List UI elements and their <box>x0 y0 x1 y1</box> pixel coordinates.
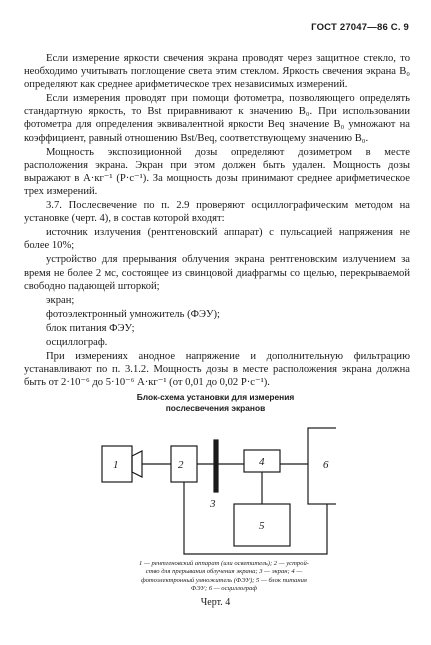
list-item: устройство для прерывания облучения экрана рентгеновским излучением за время не более 2 мс, состоящее из свинцовой диафрагмы со щелью, перекрываемой свободно падающей шторкой; <box>24 254 410 292</box>
list-item: блок питания ФЭУ; <box>46 322 135 334</box>
block-label: 5 <box>259 520 265 532</box>
paragraph: 3.7. Послесвечение по п. 2.9 проверяют осциллографическим методом на установке (черт. 4), в состав которой входят: <box>24 200 410 225</box>
caption-line: ство для прерывания облучения экрана; 3 — экран; 4 — <box>145 568 303 576</box>
figure-title-line: Блок-схема установки для измерения <box>136 392 295 402</box>
caption-line: ФЭУ; 6 — осциллограф <box>190 585 258 593</box>
block-label: 2 <box>178 459 184 471</box>
block-label: 6 <box>323 459 329 471</box>
connector-2-6 <box>184 482 327 554</box>
list-item: осциллограф. <box>46 336 108 348</box>
xray-tube-emitter <box>132 451 142 477</box>
list-item: экран; <box>46 294 75 306</box>
block-label: 1 <box>113 459 119 471</box>
caption-line: 1 — рентгеновский аппарат (или осветитель); 2 — устрой- <box>139 560 309 567</box>
block-label: 3 <box>210 498 216 510</box>
list-item: источник излучения (рентгеновский аппарат) с пульсацией напряжения не более 10%; <box>24 227 410 252</box>
paragraph: При измерениях анодное напряжение и дополнительную фильтрацию устанавливают по п. 3.1.2. Мощность дозы в месте расположения экрана должна быть от 2·10⁻⁶ до 5·10⁻⁶ А·кг⁻¹ (от 0,01 до 0,02 Р·с⁻¹). <box>24 351 410 389</box>
list-item: фотоэлектронный умножитель (ФЭУ); <box>46 308 220 320</box>
figure-title-line: послесвечения экранов <box>165 403 266 413</box>
screen-plate <box>214 440 218 492</box>
paragraph: Если измерение яркости свечения экрана проводят через защитное стекло, то необходимо учитывать поглощение света этим стеклом. Яркость свечения экрана B₀ определяют как среднее арифметическое трех независимых измерений. <box>24 53 410 91</box>
figure-title <box>0 392 431 414</box>
page-header: ГОСТ 27047—86 С. 9 <box>311 22 409 33</box>
block-label: 4 <box>259 456 265 468</box>
shutter-device-block <box>171 446 197 482</box>
oscilloscope-block <box>308 428 336 504</box>
paragraph: Мощность экспозиционной дозы определяют дозиметром в месте расположения экрана. Экран при этом должен быть удален. Мощность дозы выражают в А·кг⁻¹ (Р·с⁻¹). За мощность дозы принимают среднее арифметическое трех измерений. <box>24 146 410 197</box>
figure-label: Черт. 4 <box>200 597 231 608</box>
block-diagram <box>96 420 336 560</box>
body-text <box>24 52 410 389</box>
figure-caption <box>104 560 344 594</box>
caption-line: фотоэлектронный умножитель (ФЭУ); 5 — блок питания <box>141 576 307 584</box>
paragraph: Если измерения проводят при помощи фотометра, позволяющего определять стандартную яркость, то Bst приравнивают к значению B₀. При использовании фотометра для определения эквивалентной яркости Beq значение B₀ умножают на коэффициент, равный отношению Bst/Beq, соответствующему значению B₀. <box>24 93 410 144</box>
